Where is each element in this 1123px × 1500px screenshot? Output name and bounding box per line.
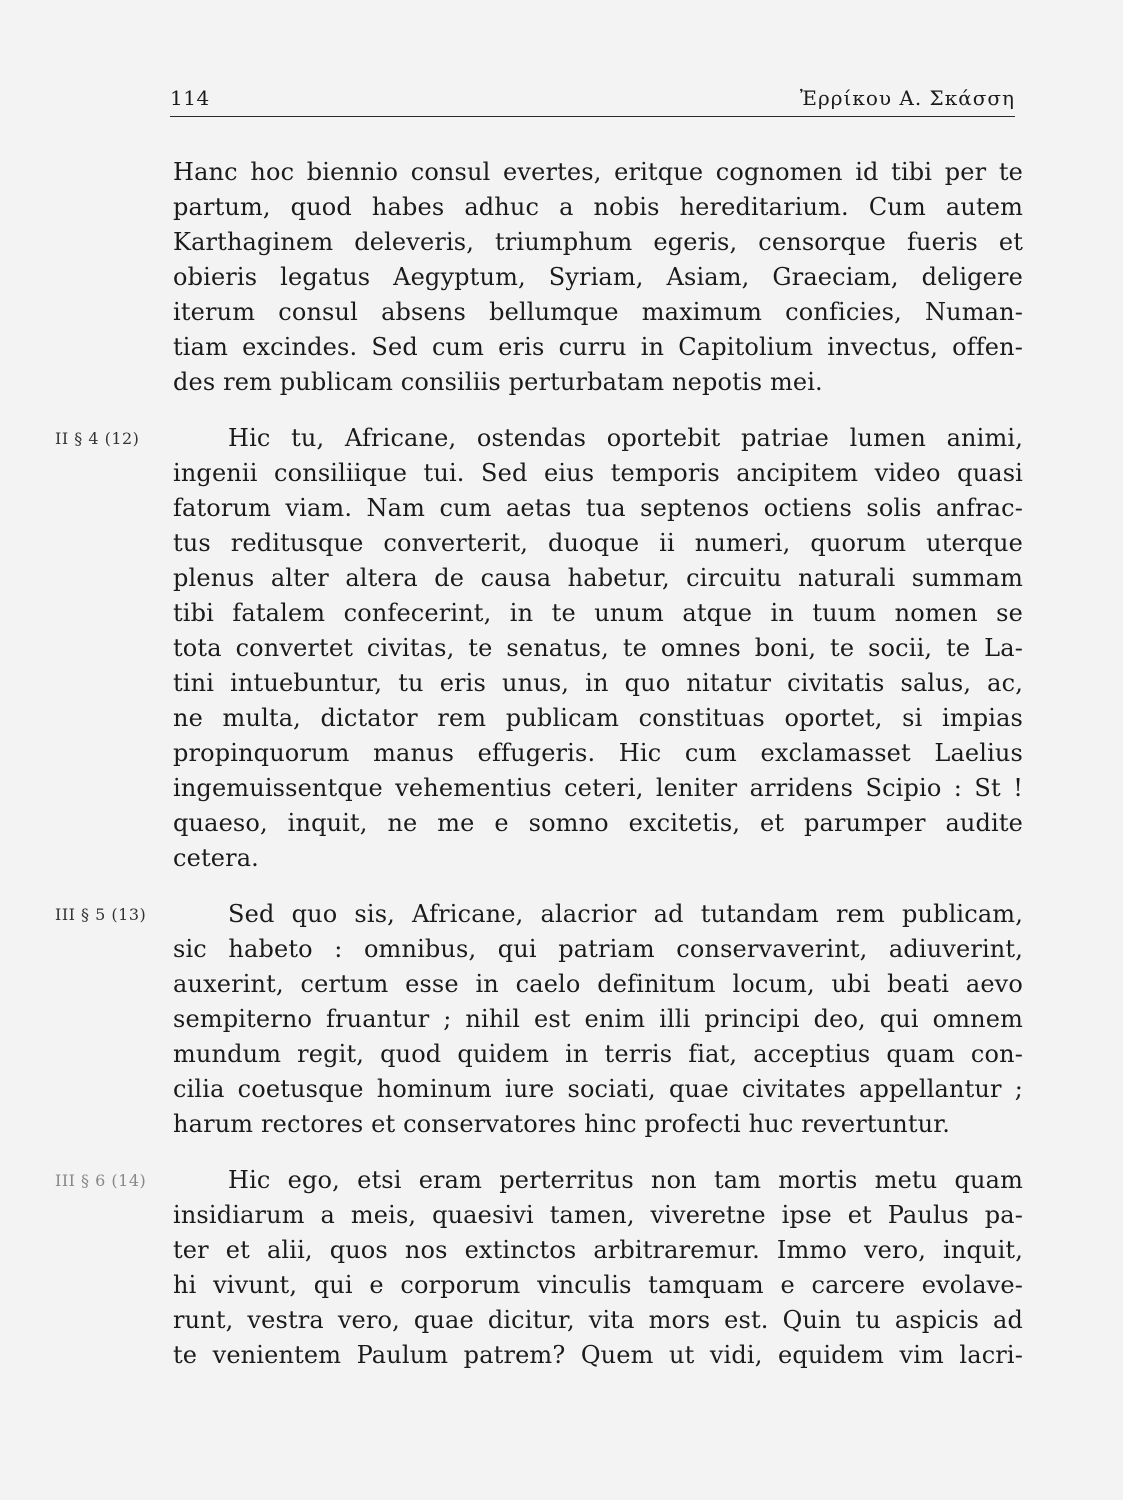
text-line: propinquorum manus effugeris. Hic cum exclamasset Laelius — [173, 739, 1023, 767]
text-line: sic habeto : omnibus, qui patriam conservaverint, adiuverint, — [173, 935, 1023, 963]
text-line: tus reditusque converterit, duoque ii numeri, quorum uterque — [173, 529, 1023, 557]
text-line: tini intuebuntur, tu eris unus, in quo nitatur civitatis salus, ac, — [173, 669, 1023, 697]
section-reference: III § 5 (13) — [55, 905, 147, 924]
text-line: sempiterno fruantur ; nihil est enim illi principi deo, qui omnem — [173, 1005, 1023, 1033]
paragraph — [55, 1163, 1023, 1373]
text-line: fatorum viam. Nam cum aetas tua septenos octiens solis anfrac- — [173, 494, 1023, 522]
text-line: tiam excindes. Sed cum eris curru in Capitolium invectus, offen- — [173, 333, 1023, 361]
text-line: mundum regit, quod quidem in terris fiat, acceptius quam con- — [173, 1040, 1023, 1068]
text-line: plenus alter altera de causa habetur, circuitu naturali summam — [173, 564, 1023, 592]
text-line: obieris legatus Aegyptum, Syriam, Asiam, Graeciam, deligere — [173, 263, 1023, 291]
page-header — [170, 86, 1015, 117]
running-head: Ἐρρίκου Α. Σκάσση — [799, 86, 1015, 110]
text-line: tota convertet civitas, te senatus, te omnes boni, te socii, te La- — [173, 634, 1023, 662]
section-reference: III § 6 (14) — [55, 1171, 147, 1190]
text-line: te venientem Paulum patrem? Quem ut vidi, equidem vim lacri- — [173, 1341, 1023, 1369]
page-number: 114 — [170, 86, 210, 110]
body-text — [55, 155, 1023, 1394]
text-line: ingemuissentque vehementius ceteri, leniter arridens Scipio : St ! — [173, 774, 1023, 802]
text-line: Karthaginem deleveris, triumphum egeris, censorque fueris et — [173, 228, 1023, 256]
text-line: cetera. — [173, 844, 259, 872]
text-line: quaeso, inquit, ne me e somno excitetis, et parumper audite — [173, 809, 1023, 837]
text-line: runt, vestra vero, quae dicitur, vita mors est. Quin tu aspicis ad — [173, 1306, 1023, 1334]
text-line: hi vivunt, qui e corporum vinculis tamquam e carcere evolave- — [173, 1271, 1023, 1299]
paragraph — [55, 897, 1023, 1142]
text-line: harum rectores et conservatores hinc profecti huc revertuntur. — [173, 1110, 951, 1138]
text-line: des rem publicam consiliis perturbatam nepotis mei. — [173, 368, 823, 396]
text-line: ter et alii, quos nos extinctos arbitraremur. Immo vero, inquit, — [173, 1236, 1023, 1264]
text-line: ingenii consiliique tui. Sed eius temporis ancipitem video quasi — [173, 459, 1023, 487]
text-line: auxerint, certum esse in caelo definitum locum, ubi beati aevo — [173, 970, 1023, 998]
section-reference: II § 4 (12) — [55, 429, 140, 448]
text-line: insidiarum a meis, quaesivi tamen, viveretne ipse et Paulus pa- — [173, 1201, 1023, 1229]
text-line: iterum consul absens bellumque maximum conficies, Numan- — [173, 298, 1023, 326]
text-line: Hic tu, Africane, ostendas oportebit patriae lumen animi, — [228, 424, 1023, 452]
text-line: Hanc hoc biennio consul evertes, eritque cognomen id tibi per te — [173, 158, 1023, 186]
text-line: Hic ego, etsi eram perterritus non tam mortis metu quam — [228, 1166, 1023, 1194]
paragraph — [173, 155, 1023, 400]
text-line: cilia coetusque hominum iure sociati, quae civitates appellantur ; — [173, 1075, 1023, 1103]
text-line: partum, quod habes adhuc a nobis hereditarium. Cum autem — [173, 193, 1023, 221]
text-line: Sed quo sis, Africane, alacrior ad tutandam rem publicam, — [228, 900, 1023, 928]
text-line: tibi fatalem confecerint, in te unum atque in tuum nomen se — [173, 599, 1023, 627]
paragraph — [55, 421, 1023, 876]
text-line: ne multa, dictator rem publicam constituas oportet, si impias — [173, 704, 1023, 732]
